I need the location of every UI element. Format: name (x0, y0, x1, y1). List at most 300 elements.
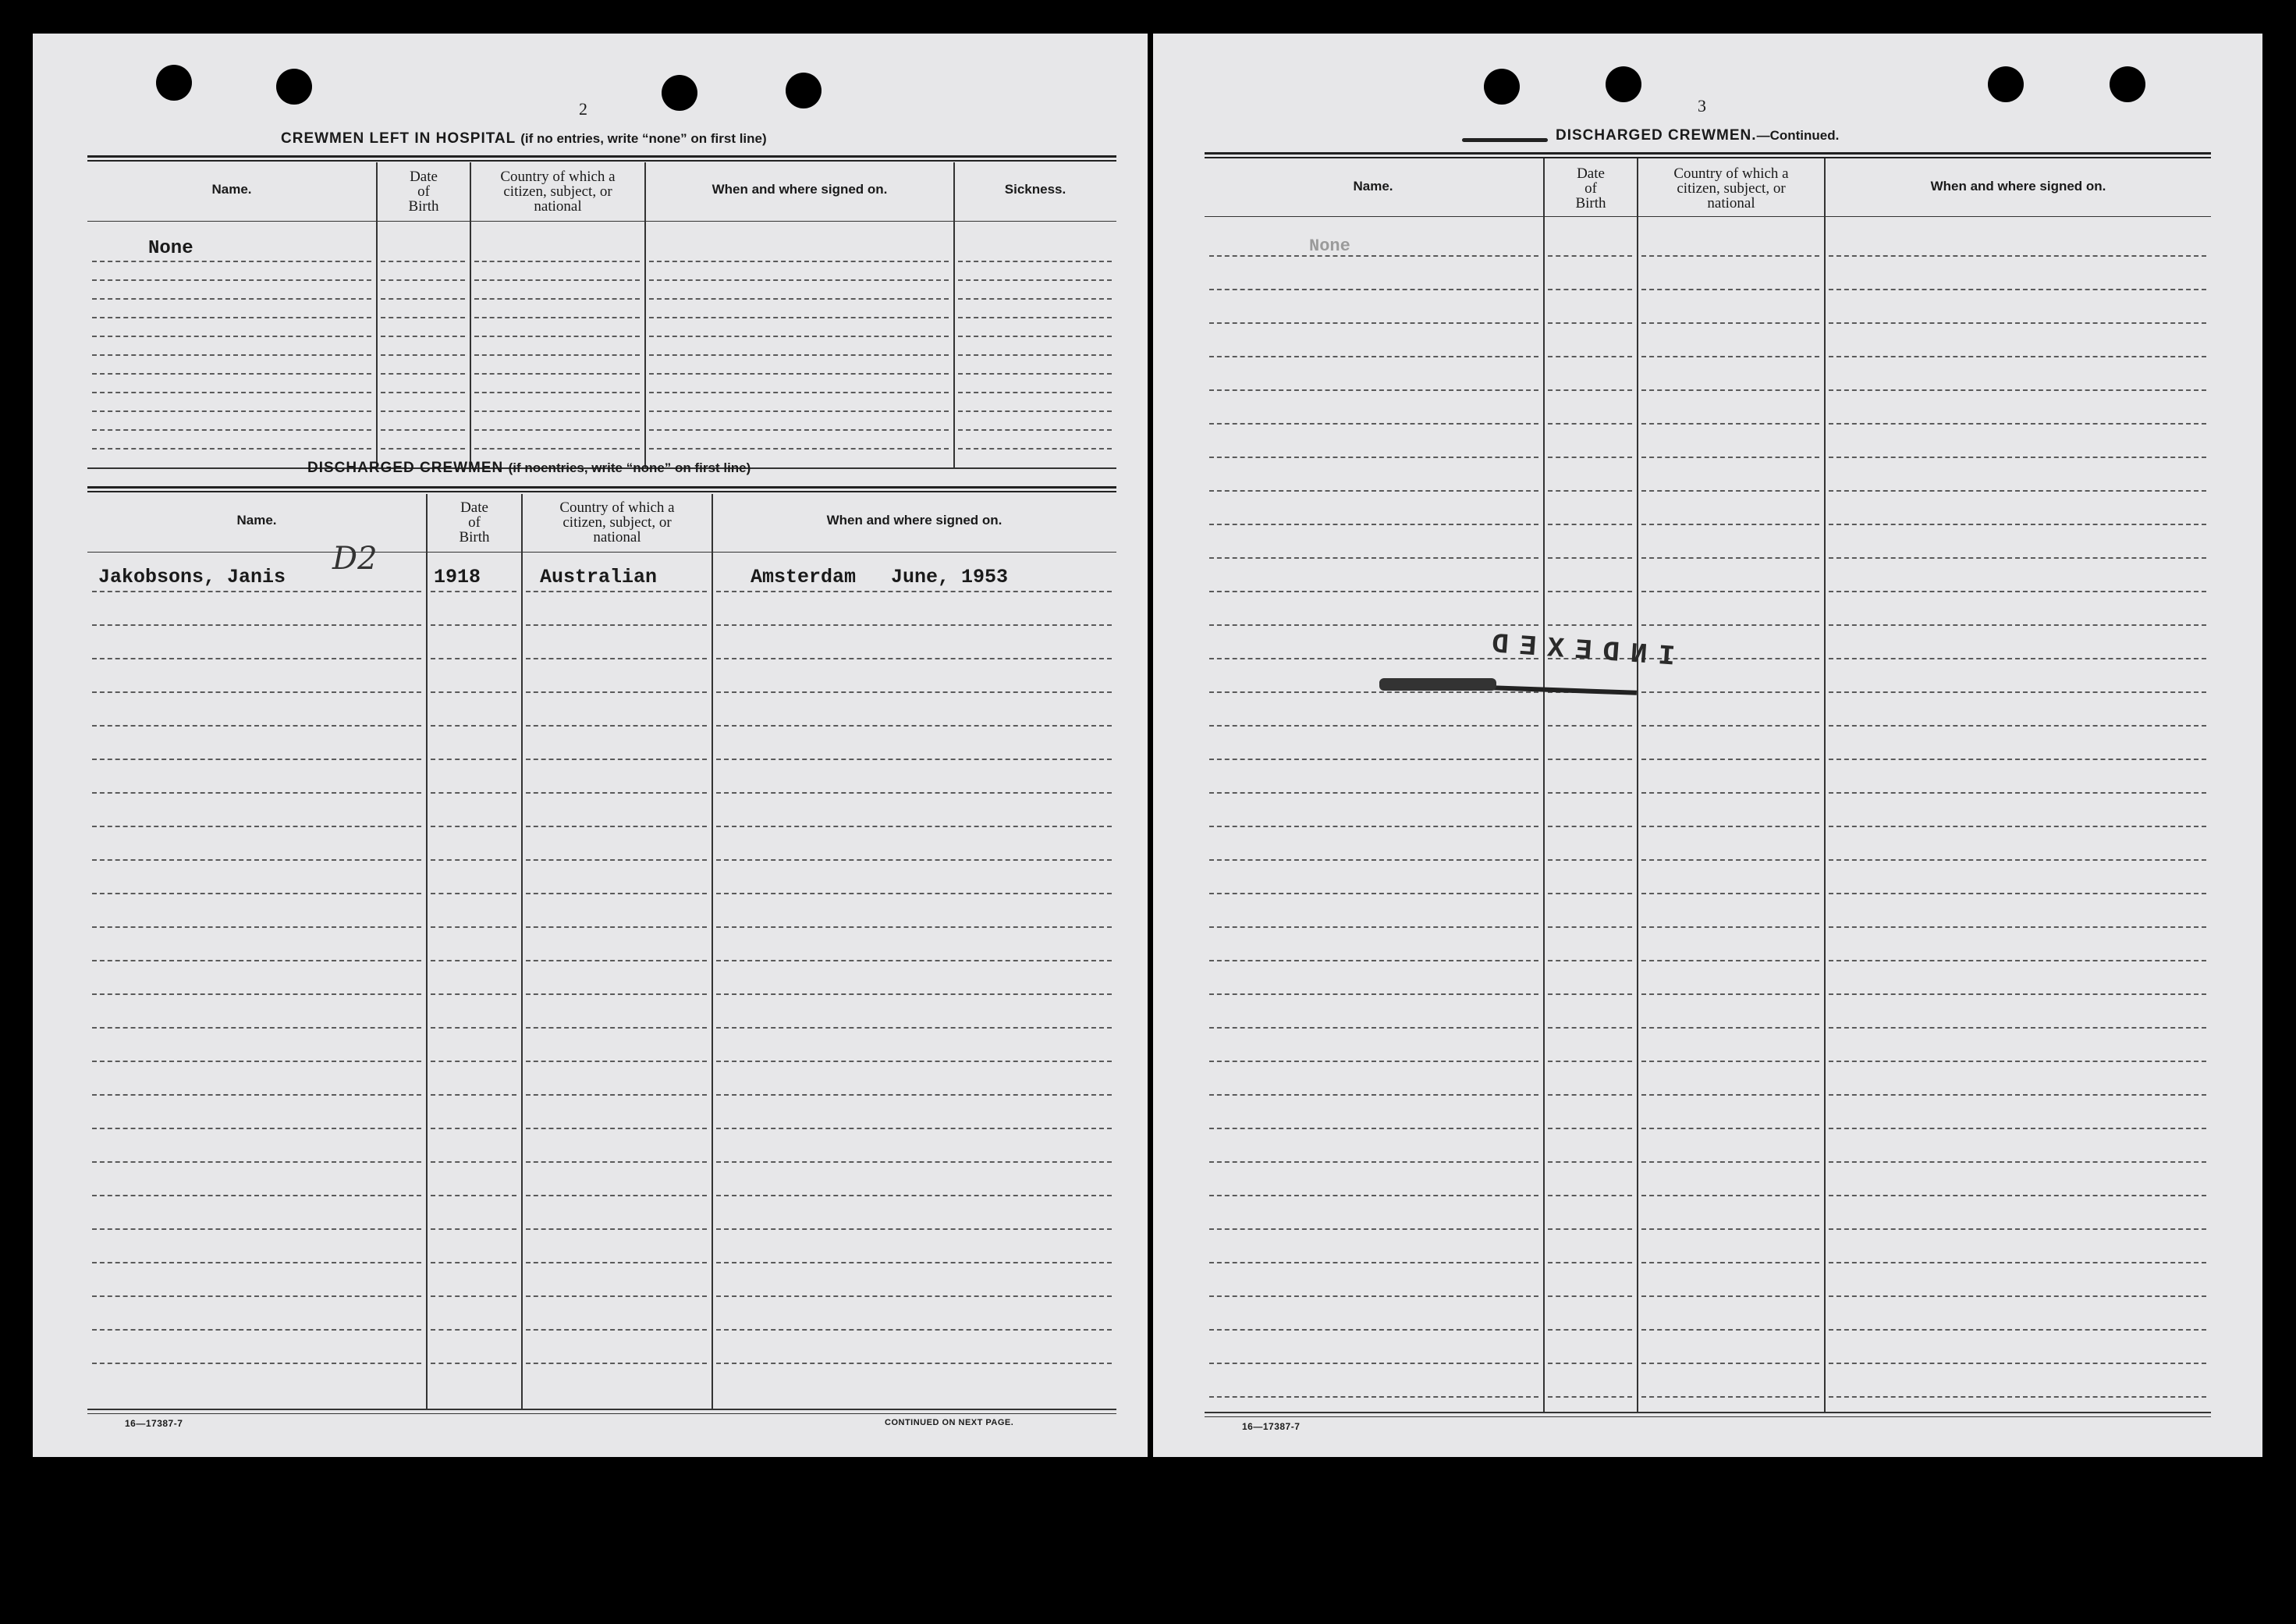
ruled-line (1548, 893, 1632, 894)
ruled-line (526, 792, 707, 794)
hdr-line: Birth (1575, 195, 1606, 211)
ruled-line (1548, 289, 1632, 290)
ruled-line (1209, 423, 1538, 425)
ruled-line (1829, 725, 2206, 727)
ruled-line (716, 624, 1112, 626)
hospital-section-title (281, 130, 767, 147)
ruled-line (958, 354, 1112, 356)
ruled-line (1209, 389, 1538, 391)
ruled-line (1641, 893, 1819, 894)
ruled-line (381, 336, 465, 337)
ruled-line (92, 336, 371, 337)
ruled-line (431, 893, 516, 894)
hospital-entry-none: None (148, 238, 193, 259)
ruled-line (92, 826, 421, 827)
ruled-line (1641, 826, 1819, 827)
col-header-dob (378, 169, 470, 214)
ruled-line (1209, 255, 1538, 257)
ruled-line (1829, 1128, 2206, 1129)
ruled-line (1548, 356, 1632, 357)
ruled-line (716, 1262, 1112, 1263)
ruled-line (92, 298, 371, 300)
ruled-line (526, 725, 707, 727)
signed-on-place: Amsterdam (751, 566, 857, 588)
discharged-subtitle-text: (if noentries, write “none” on first line) (508, 460, 751, 475)
punch-hole (1606, 66, 1641, 102)
ruled-line (1548, 1061, 1632, 1062)
ruled-line (1209, 826, 1538, 827)
ruled-line (431, 859, 516, 861)
column-divider (470, 162, 471, 468)
ruled-line (1641, 691, 1819, 693)
ruled-line (716, 1094, 1112, 1096)
ruled-line (474, 354, 640, 356)
hdr-line: Country of which a (1673, 165, 1789, 182)
ruled-line (526, 1329, 707, 1331)
ruled-line (1548, 725, 1632, 727)
ruled-line (716, 893, 1112, 894)
ruled-line (1548, 1396, 1632, 1398)
column-divider (1824, 158, 1826, 1413)
ruled-line (1829, 255, 2206, 257)
hdr-line: citizen, subject, or (562, 514, 672, 531)
col-header-country (1640, 166, 1822, 211)
ruled-line (92, 1061, 421, 1062)
hdr-line: Country of which a (500, 169, 616, 185)
ruled-line (649, 261, 949, 262)
col-header-when-where: When and where signed on. (712, 182, 888, 197)
ruled-line (526, 1228, 707, 1230)
ruled-line (92, 591, 421, 592)
hospital-subtitle-text: (if no entries, write “none” on first line) (520, 131, 767, 146)
ruled-line (1829, 792, 2206, 794)
ruled-line (1209, 759, 1538, 760)
ruled-line (431, 624, 516, 626)
ruled-line (1829, 1262, 2206, 1263)
ruled-line (649, 392, 949, 393)
ruled-line (1548, 1262, 1632, 1263)
ruled-line (1548, 591, 1632, 592)
ruled-line (1641, 255, 1819, 257)
ruled-line (958, 410, 1112, 412)
ruled-line (381, 410, 465, 412)
col-header-country (471, 169, 644, 214)
ruled-line (1829, 1295, 2206, 1297)
punch-hole (786, 73, 822, 108)
ruled-line (1829, 591, 2206, 592)
ruled-line (1641, 1329, 1819, 1331)
ruled-line (1548, 960, 1632, 961)
header-rule (1205, 216, 2211, 217)
ruled-line (1641, 759, 1819, 760)
ruled-line (1209, 557, 1538, 559)
ruled-line (1829, 926, 2206, 928)
ruled-line (1209, 1061, 1538, 1062)
ruled-line (431, 1228, 516, 1230)
ruled-line (1548, 1195, 1632, 1196)
right-page (1153, 34, 2262, 1457)
right-title-suffix: —Continued. (1756, 128, 1840, 143)
ruled-line (431, 1128, 516, 1129)
double-rule (87, 155, 1116, 162)
ruled-line (1548, 792, 1632, 794)
hdr-line: of (468, 514, 481, 531)
ruled-line (1548, 1161, 1632, 1163)
ruled-line (526, 658, 707, 659)
ruled-line (1829, 624, 2206, 626)
table-bottom-rule (1205, 1412, 2211, 1413)
ruled-line (92, 392, 371, 393)
column-divider (1543, 158, 1545, 1413)
ruled-line (474, 392, 640, 393)
punch-hole (276, 69, 312, 105)
ruled-line (1641, 457, 1819, 458)
ruled-line (1548, 1128, 1632, 1129)
ruled-line (381, 298, 465, 300)
ruled-line (1209, 322, 1538, 324)
ruled-line (92, 1228, 421, 1230)
ruled-line (716, 826, 1112, 827)
ruled-line (431, 658, 516, 659)
ruled-line (1209, 1094, 1538, 1096)
ruled-line (716, 1061, 1112, 1062)
ruled-line (1829, 289, 2206, 290)
ruled-line (1548, 1094, 1632, 1096)
ruled-line (92, 759, 421, 760)
ruled-line (381, 448, 465, 450)
ruled-line (92, 960, 421, 961)
indexed-stamp: INDEXED (1479, 627, 1677, 673)
ruled-line (958, 392, 1112, 393)
form-number: 16—17387-7 (1242, 1421, 1301, 1432)
ruled-line (474, 448, 640, 450)
ruled-line (92, 1094, 421, 1096)
ruled-line (1829, 1027, 2206, 1029)
ruled-line (1209, 457, 1538, 458)
ruled-line (92, 317, 371, 318)
ruled-line (1209, 792, 1538, 794)
header-rule (87, 221, 1116, 222)
ruled-line (1829, 356, 2206, 357)
ruled-line (716, 1295, 1112, 1297)
ruled-line (431, 960, 516, 961)
ruled-line (431, 1027, 516, 1029)
ruled-line (1548, 826, 1632, 827)
ruled-line (1829, 389, 2206, 391)
ruled-line (1829, 557, 2206, 559)
ruled-line (431, 1195, 516, 1196)
ruled-line (1641, 1027, 1819, 1029)
ruled-line (526, 960, 707, 961)
ruled-line (526, 591, 707, 592)
ruled-line (92, 658, 421, 659)
ruled-line (1209, 1195, 1538, 1196)
ruled-line (431, 591, 516, 592)
ruled-line (716, 792, 1112, 794)
ruled-line (1209, 926, 1538, 928)
ruled-line (649, 317, 949, 318)
ruled-line (649, 336, 949, 337)
ruled-line (716, 926, 1112, 928)
ruled-line (1641, 490, 1819, 492)
ruled-line (526, 993, 707, 995)
ruled-line (526, 1295, 707, 1297)
ruled-line (1209, 1295, 1538, 1297)
punch-hole (2110, 66, 2145, 102)
ruled-line (1209, 1363, 1538, 1364)
ruled-line (958, 298, 1112, 300)
ruled-line (1548, 926, 1632, 928)
col-header-country (523, 500, 712, 545)
ruled-line (1209, 1161, 1538, 1163)
ruled-line (1641, 591, 1819, 592)
ruled-line (526, 893, 707, 894)
ruled-line (1829, 1195, 2206, 1196)
ruled-line (958, 317, 1112, 318)
ruled-line (1641, 1363, 1819, 1364)
ruled-line (526, 859, 707, 861)
ruled-line (526, 1262, 707, 1263)
column-divider (644, 162, 646, 468)
ruled-line (381, 392, 465, 393)
ruled-line (92, 993, 421, 995)
ruled-line (1829, 1363, 2206, 1364)
ruled-line (716, 725, 1112, 727)
hospital-title-text: CREWMEN LEFT IN HOSPITAL (281, 130, 516, 147)
col-header-dob (1545, 166, 1637, 211)
ruled-line (1641, 322, 1819, 324)
ruled-line (1548, 624, 1632, 626)
faint-none-entry: None (1309, 236, 1350, 256)
ruled-line (1209, 1329, 1538, 1331)
ruled-line (381, 279, 465, 281)
ruled-line (1548, 389, 1632, 391)
double-rule (1205, 152, 2211, 158)
form-number: 16—17387-7 (125, 1418, 183, 1429)
ruled-line (1641, 1262, 1819, 1263)
ruled-line (526, 1061, 707, 1062)
ruled-line (1829, 322, 2206, 324)
ruled-line (474, 261, 640, 262)
ruled-line (1209, 691, 1538, 693)
signed-on-date: June, 1953 (891, 566, 1009, 588)
ruled-line (431, 1295, 516, 1297)
col-header-name: Name. (211, 182, 252, 197)
punch-hole (662, 75, 697, 111)
ruled-line (1829, 1061, 2206, 1062)
ruled-line (1641, 1061, 1819, 1062)
header-rule (87, 552, 1116, 553)
ruled-line (92, 448, 371, 450)
punch-hole (156, 65, 192, 101)
ruled-line (474, 279, 640, 281)
ruled-line (1209, 960, 1538, 961)
right-title-text: DISCHARGED CREWMEN. (1556, 127, 1757, 144)
struck-out-word (1462, 138, 1548, 142)
table-bottom-rule (87, 1413, 1116, 1414)
hdr-line: of (417, 183, 430, 200)
ruled-line (1548, 1363, 1632, 1364)
ruled-line (381, 354, 465, 356)
hdr-line: national (534, 198, 582, 215)
ruled-line (526, 1027, 707, 1029)
ruled-line (716, 591, 1112, 592)
hdr-line: of (1584, 180, 1597, 197)
ruled-line (1641, 624, 1819, 626)
ruled-line (1209, 591, 1538, 592)
ruled-line (1209, 859, 1538, 861)
ruled-line (526, 759, 707, 760)
ruled-line (716, 1228, 1112, 1230)
ruled-line (526, 1195, 707, 1196)
ruled-line (1641, 1396, 1819, 1398)
ruled-line (92, 859, 421, 861)
ruled-line (1829, 658, 2206, 659)
column-divider (521, 494, 523, 1409)
ruled-line (1548, 859, 1632, 861)
ruled-line (1548, 759, 1632, 760)
ruled-line (474, 336, 640, 337)
ruled-line (1209, 725, 1538, 727)
hdr-line: national (593, 529, 641, 545)
ruled-line (1829, 960, 2206, 961)
crewman-name: Jakobsons, Janis (98, 566, 286, 588)
ruled-line (1641, 725, 1819, 727)
ruled-line (1548, 490, 1632, 492)
hdr-line: citizen, subject, or (1677, 180, 1786, 197)
ruled-line (1829, 423, 2206, 425)
ruled-line (1829, 993, 2206, 995)
ruled-line (1641, 993, 1819, 995)
ruled-line (92, 373, 371, 375)
ruled-line (92, 1128, 421, 1129)
ruled-line (431, 1329, 516, 1331)
table-bottom-rule (87, 1409, 1116, 1410)
ruled-line (1641, 926, 1819, 928)
ruled-line (958, 261, 1112, 262)
hdr-line: Date (460, 499, 488, 516)
ruled-line (431, 792, 516, 794)
ruled-line (1209, 1027, 1538, 1029)
ruled-line (474, 373, 640, 375)
ruled-line (1641, 423, 1819, 425)
ruled-line (1209, 1228, 1538, 1230)
ruled-line (92, 792, 421, 794)
hdr-line: Date (1577, 165, 1605, 182)
ruled-line (1829, 826, 2206, 827)
ruled-line (92, 1363, 421, 1364)
ruled-line (92, 1262, 421, 1263)
ruled-line (526, 826, 707, 827)
column-divider (1637, 158, 1638, 1413)
ruled-line (1209, 993, 1538, 995)
discharged-section-title (307, 460, 751, 477)
ruled-line (474, 317, 640, 318)
ruled-line (1548, 1027, 1632, 1029)
ruled-line (92, 1195, 421, 1196)
ruled-line (716, 691, 1112, 693)
ruled-line (1548, 1228, 1632, 1230)
ruled-line (1641, 1295, 1819, 1297)
ruled-line (381, 373, 465, 375)
ruled-line (92, 261, 371, 262)
ruled-line (431, 926, 516, 928)
stamp-ink-blot (1379, 678, 1496, 691)
ruled-line (1209, 289, 1538, 290)
ruled-line (526, 691, 707, 693)
ruled-line (1829, 1094, 2206, 1096)
crewman-birth-year: 1918 (434, 566, 481, 588)
ruled-line (1548, 993, 1632, 995)
ruled-line (526, 1094, 707, 1096)
hdr-line: Date (410, 169, 438, 185)
ruled-line (92, 1161, 421, 1163)
right-section-title (1556, 127, 1839, 144)
ruled-line (1209, 624, 1538, 626)
ruled-line (526, 624, 707, 626)
continued-note: CONTINUED ON NEXT PAGE. (885, 1418, 1014, 1427)
hdr-line: Birth (459, 529, 490, 545)
ruled-line (92, 410, 371, 412)
ruled-line (649, 410, 949, 412)
col-header-name: Name. (236, 513, 277, 528)
ruled-line (474, 298, 640, 300)
ruled-line (716, 1161, 1112, 1163)
ruled-line (92, 624, 421, 626)
ruled-line (1641, 792, 1819, 794)
hdr-line: national (1707, 195, 1755, 211)
ruled-line (958, 448, 1112, 450)
ruled-line (1209, 893, 1538, 894)
column-divider (712, 494, 713, 1409)
ruled-line (1829, 893, 2206, 894)
ruled-line (431, 759, 516, 760)
ruled-line (1209, 524, 1538, 525)
ruled-line (649, 298, 949, 300)
ruled-line (1641, 960, 1819, 961)
ruled-line (474, 410, 640, 412)
ruled-line (1209, 1128, 1538, 1129)
ruled-line (381, 261, 465, 262)
ruled-line (92, 1027, 421, 1029)
ruled-line (526, 1128, 707, 1129)
ruled-line (649, 373, 949, 375)
ruled-line (1829, 1396, 2206, 1398)
ruled-line (1641, 1161, 1819, 1163)
ruled-line (431, 993, 516, 995)
ruled-line (958, 279, 1112, 281)
punch-hole (1484, 69, 1520, 105)
ruled-line (716, 859, 1112, 861)
ruled-line (1829, 1329, 2206, 1331)
left-page (33, 34, 1148, 1457)
handwritten-annotation: D2 (332, 541, 378, 577)
ruled-line (1641, 1228, 1819, 1230)
ruled-line (649, 354, 949, 356)
ruled-line (958, 429, 1112, 431)
ruled-line (1641, 289, 1819, 290)
ruled-line (381, 317, 465, 318)
ruled-line (1641, 356, 1819, 357)
col-header-name: Name. (1353, 179, 1393, 194)
ruled-line (716, 1363, 1112, 1364)
ruled-line (1209, 490, 1538, 492)
ruled-line (1641, 1195, 1819, 1196)
ruled-line (1641, 1128, 1819, 1129)
ruled-line (649, 279, 949, 281)
ruled-line (92, 691, 421, 693)
col-header-dob (428, 500, 521, 545)
